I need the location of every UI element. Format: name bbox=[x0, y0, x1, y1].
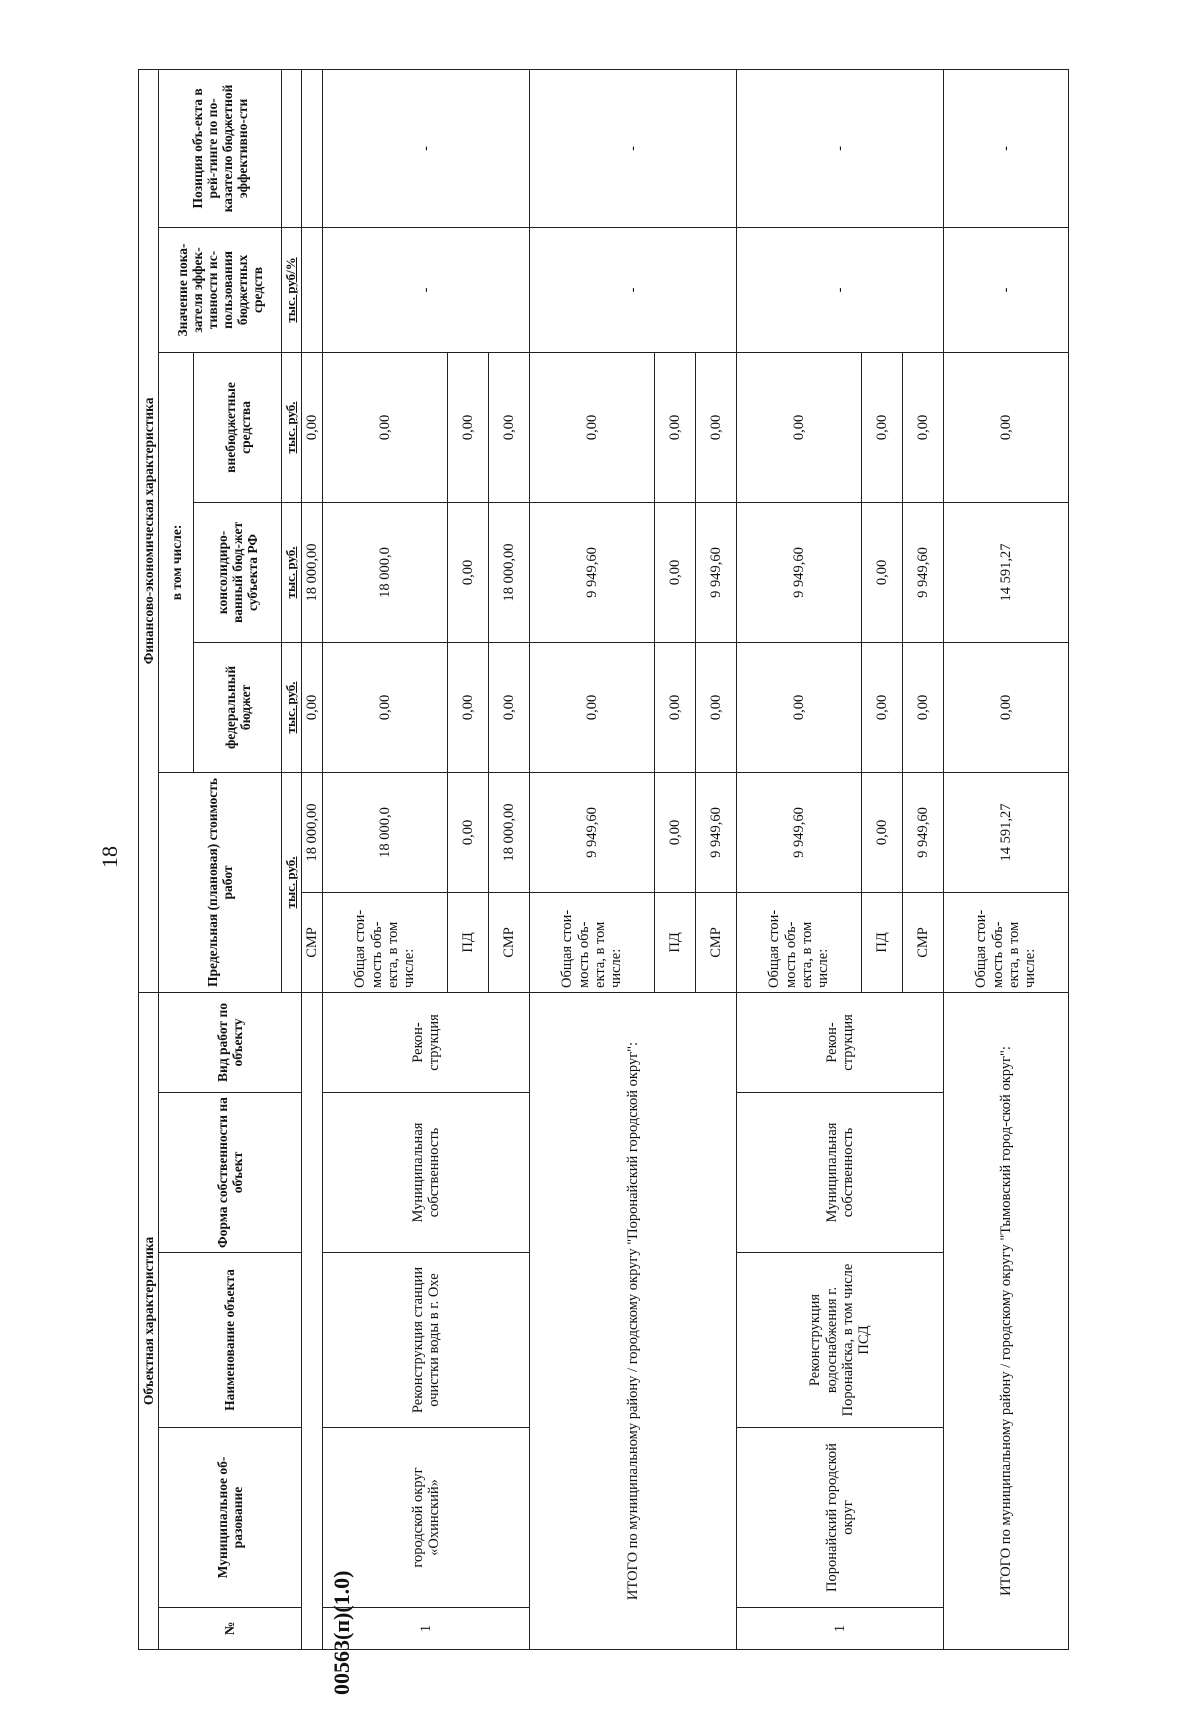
block3-num: 1 bbox=[736, 1608, 943, 1650]
block3-total-cost: 9 949,60 bbox=[736, 772, 861, 892]
block2-itogo: ИТОГО по муниципальному району / городскому округу "Поронайский городской округ": bbox=[529, 992, 736, 1649]
group-object-header: Объектная характеристика bbox=[139, 992, 159, 1649]
block1-pd-consolidated: 0,00 bbox=[447, 502, 488, 642]
unit-extrabudget: тыс. руб. bbox=[282, 352, 302, 502]
block2-total-cost: 9 949,60 bbox=[529, 772, 654, 892]
municipality-header: Муниципальное об-разование bbox=[159, 1428, 302, 1608]
block2-smr-cost: 9 949,60 bbox=[695, 772, 736, 892]
block1-total-cost: 18 000,0 bbox=[322, 772, 447, 892]
block3-pd-label: ПД bbox=[861, 892, 902, 992]
block4-itogo: ИТОГО по муниципальному району / городскому округу "Тымовский город-ской округ": bbox=[943, 992, 1068, 1649]
block3-smr-cost: 9 949,60 bbox=[902, 772, 943, 892]
block1-smr-cost: 18 000,00 bbox=[488, 772, 529, 892]
work-type-header: Вид работ по объекту bbox=[159, 992, 302, 1092]
block1-municipality: городской округ «Охинский» bbox=[322, 1428, 529, 1608]
block1-pd-cost: 0,00 bbox=[447, 772, 488, 892]
block3-pd-consolidated: 0,00 bbox=[861, 502, 902, 642]
ownership-header: Форма собственности на объект bbox=[159, 1093, 302, 1253]
block1-smr-federal: 0,00 bbox=[488, 642, 529, 772]
block2-total-consolidated: 9 949,60 bbox=[529, 502, 654, 642]
unit-rating-empty bbox=[282, 69, 302, 227]
unit-efficiency: тыс. руб/% bbox=[282, 227, 302, 352]
cost-limit-header: Предельная (плановая) стоимость работ bbox=[159, 772, 282, 992]
block3-pd-federal: 0,00 bbox=[861, 642, 902, 772]
block4-total-federal: 0,00 bbox=[943, 642, 1068, 772]
unit-federal: тыс. руб. bbox=[282, 642, 302, 772]
block1-total-consolidated: 18 000,0 bbox=[322, 502, 447, 642]
block3-efficiency: - bbox=[736, 227, 943, 352]
num-header: № bbox=[159, 1608, 302, 1650]
block1-work-type: Рекон-струкция bbox=[322, 992, 529, 1092]
block4-efficiency: - bbox=[943, 227, 1068, 352]
block4-total-extrabudget: 0,00 bbox=[943, 352, 1068, 502]
block3-pd-cost: 0,00 bbox=[861, 772, 902, 892]
federal-header: федеральный бюджет bbox=[194, 642, 282, 772]
block2-smr-label: СМР bbox=[695, 892, 736, 992]
block1-pd-extrabudget: 0,00 bbox=[447, 352, 488, 502]
block2-total-extrabudget: 0,00 bbox=[529, 352, 654, 502]
block2-pd-consolidated: 0,00 bbox=[654, 502, 695, 642]
block2-pd-label: ПД bbox=[654, 892, 695, 992]
unit-consolidated: тыс. руб. bbox=[282, 502, 302, 642]
block1-total-label: Общая стои-мость объ-екта, в том числе: bbox=[322, 892, 447, 992]
object-name-header: Наименование объекта bbox=[159, 1253, 302, 1428]
extrabudget-header: внебюджетные средства bbox=[194, 352, 282, 502]
top-row-cost: 18 000,00 bbox=[301, 772, 322, 892]
block1-pd-federal: 0,00 bbox=[447, 642, 488, 772]
top-row-extrabudget: 0,00 bbox=[301, 352, 322, 502]
block1-smr-consolidated: 18 000,00 bbox=[488, 502, 529, 642]
block3-municipality: Поронайский городской округ bbox=[736, 1428, 943, 1608]
top-row-consolidated: 18 000,00 bbox=[301, 502, 322, 642]
block3-rating: - bbox=[736, 69, 943, 227]
rating-header: Позиция объ-екта в рей-тинге по по-казателю бюджетной эффективно-сти bbox=[159, 69, 282, 227]
block3-smr-consolidated: 9 949,60 bbox=[902, 502, 943, 642]
block2-smr-federal: 0,00 bbox=[695, 642, 736, 772]
group-finance-header: Финансово-экономическая характеристика bbox=[139, 69, 159, 992]
block1-total-extrabudget: 0,00 bbox=[322, 352, 447, 502]
block2-pd-federal: 0,00 bbox=[654, 642, 695, 772]
block2-total-federal: 0,00 bbox=[529, 642, 654, 772]
block1-rating: - bbox=[322, 69, 529, 227]
block3-ownership: Муниципальная собственность bbox=[736, 1093, 943, 1253]
top-row-federal: 0,00 bbox=[301, 642, 322, 772]
top-row-label: СМР bbox=[301, 892, 322, 992]
block1-smr-label: СМР bbox=[488, 892, 529, 992]
block1-efficiency: - bbox=[322, 227, 529, 352]
block2-total-label: Общая стои-мость объ-екта, в том числе: bbox=[529, 892, 654, 992]
top-row-rating bbox=[301, 69, 322, 227]
block2-rating: - bbox=[529, 69, 736, 227]
block1-ownership: Муниципальная собственность bbox=[322, 1093, 529, 1253]
block2-pd-cost: 0,00 bbox=[654, 772, 695, 892]
block3-total-federal: 0,00 bbox=[736, 642, 861, 772]
block3-total-consolidated: 9 949,60 bbox=[736, 502, 861, 642]
block3-total-extrabudget: 0,00 bbox=[736, 352, 861, 502]
block3-smr-label: СМР bbox=[902, 892, 943, 992]
document-code: 00563(п)(1.0) bbox=[329, 1570, 354, 1695]
efficiency-header: Значение пока-зателя эффек-тивности ис-пользования бюджетных средств bbox=[159, 227, 282, 352]
block3-object-name: Реконструкция водоснабжения г. Поронайска, в том числе ПСД bbox=[736, 1253, 943, 1428]
including-header: в том числе: bbox=[159, 352, 194, 772]
block2-smr-extrabudget: 0,00 bbox=[695, 352, 736, 502]
block1-smr-extrabudget: 0,00 bbox=[488, 352, 529, 502]
block1-total-federal: 0,00 bbox=[322, 642, 447, 772]
block4-total-label: Общая стои-мость объ-екта, в том числе: bbox=[943, 892, 1068, 992]
block3-smr-federal: 0,00 bbox=[902, 642, 943, 772]
top-row-efficiency bbox=[301, 227, 322, 352]
page-number: 18 bbox=[97, 846, 122, 868]
unit-cost: тыс. руб. bbox=[282, 772, 302, 992]
block3-pd-extrabudget: 0,00 bbox=[861, 352, 902, 502]
block3-total-label: Общая стои-мость объ-екта, в том числе: bbox=[736, 892, 861, 992]
block3-work-type: Рекон-струкция bbox=[736, 992, 943, 1092]
block4-total-consolidated: 14 591,27 bbox=[943, 502, 1068, 642]
block2-smr-consolidated: 9 949,60 bbox=[695, 502, 736, 642]
top-row-spacer bbox=[301, 992, 322, 1649]
rotated-table-wrapper bbox=[138, 70, 1098, 1650]
block3-smr-extrabudget: 0,00 bbox=[902, 352, 943, 502]
consolidated-header: консолидиро-ванный бюд-жет субъекта РФ bbox=[194, 502, 282, 642]
block4-total-cost: 14 591,27 bbox=[943, 772, 1068, 892]
block2-pd-extrabudget: 0,00 bbox=[654, 352, 695, 502]
finance-table bbox=[138, 69, 1069, 1650]
block4-rating: - bbox=[943, 69, 1068, 227]
block1-object-name: Реконструкция станции очистки воды в г. Охе bbox=[322, 1253, 529, 1428]
block2-efficiency: - bbox=[529, 227, 736, 352]
block1-pd-label: ПД bbox=[447, 892, 488, 992]
block1-num: 1 bbox=[322, 1608, 529, 1650]
